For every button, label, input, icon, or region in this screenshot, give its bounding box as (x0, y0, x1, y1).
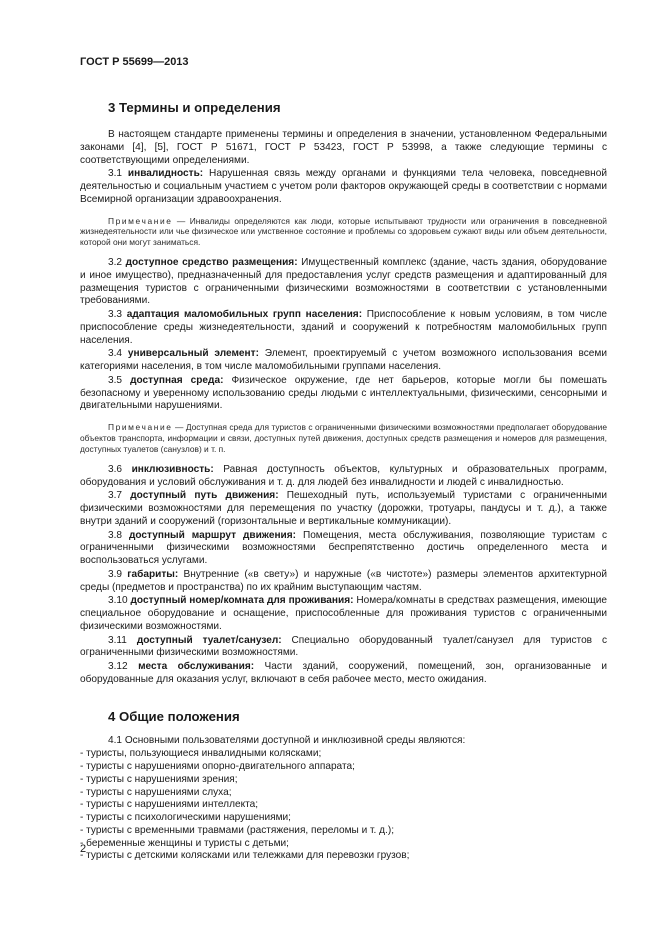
section-4-intro: 4.1 Основными пользователями доступной и инклюзивной среды являются: (108, 734, 466, 746)
users-list (80, 748, 607, 863)
term-3-12: 3.12 места обслуживания: Части зданий, сооружений, помещений, зон, организованные и оборудованные для оказания услуг, включают в себя рабочее место, место ожидания. (80, 661, 607, 685)
term-3-3: 3.3 адаптация маломобильных групп населения: Приспособление к новым условиям, в том числе приспособление среды жизнедеятельности, зданий и сооружений к потребностям маломобильных групп населения. (80, 309, 607, 346)
list-item: - туристы, пользующиеся инвалидными колясками; (80, 748, 607, 761)
section-3-intro: В настоящем стандарте применены термины и определения в значении, установленном Федеральными законами [4], [5], ГОСТ Р 51671, ГОСТ Р 53423, ГОСТ Р 53998, а также следующие термины с соответствующими определениями. (80, 129, 607, 166)
section-4-title: 4 Общие положения (108, 708, 240, 724)
page-number: 2 (80, 843, 87, 855)
term-3-8: 3.8 доступный маршрут движения: Помещения, места обслуживания, позволяющие туристам с ограниченными физическими возможностями беспрепятственно достичь определенного места и воспользоваться услугами. (80, 529, 607, 567)
document-header: ГОСТ Р 55699—2013 (80, 56, 189, 68)
note-2: Примечание — Доступная среда для туристов с ограниченными физическими возможностями предполагает оборудование объектов транспорта, информации и связи, доступных путей движения, доступных средств размещения и номеров для размещения, доступных туалетов (санузлов) и т. п. (80, 422, 607, 455)
list-item: - туристы с нарушениями зрения; (80, 774, 607, 787)
term-3-2: 3.2 доступное средство размещения: Имущественный комплекс (здание, часть здания, оборудование и иное имущество), предназначенный для предоставления услуг средств размещения и адаптированный для размещения туристов с ограниченными физическими возможностями в соответствии с установленными требованиями. (80, 257, 607, 307)
list-item: - туристы с нарушениями опорно-двигательного аппарата; (80, 761, 607, 774)
note-1: Примечание — Инвалиды определяются как люди, которые испытывают трудности или ограничения в повседневной жизнедеятельности или чье физическое или умственное состояние и проблемы со здоровьем сужают виды или объем деятельности, которой они могут заниматься. (80, 215, 607, 248)
list-item: - туристы с детскими колясками или тележками для перевозки грузов; (80, 850, 607, 863)
list-item: - беременные женщины и туристы с детьми; (80, 838, 607, 851)
list-item: - туристы с психологическими нарушениями; (80, 812, 607, 825)
section-3-title: 3 Термины и определения (108, 100, 281, 115)
term-3-6: 3.6 инклюзивность: Равная доступность объектов, культурных и образовательных программ, оборудования и условий обслуживания и т. д. для людей без инвалидности и людей с инвалидностью. (80, 463, 608, 488)
term-3-1: 3.1 инвалидность: Нарушенная связь между органами и функциями тела человека, повседневной деятельностью и социальным участием с учетом роли факторов окружающей среды в соответствии с нормами Всемирной организации здравоохранения. (80, 168, 607, 205)
term-3-10: 3.10 доступный номер/комната для проживания: Номера/комнаты в средствах размещения, имеющие специальное оборудование и оснащение, приспособленные для проживания туристов с ограниченными физическими возможностями. (80, 595, 607, 632)
term-3-7: 3.7 доступный путь движения: Пешеходный путь, используемый туристами с ограниченными физическими возможностями для перемещения по участку (дорожки, тротуары, пандусы и т. д.), а также внутри зданий и сооружений (горизонтальные и вертикальные коммуникации). (80, 490, 607, 527)
list-item: - туристы с временными травмами (растяжения, переломы и т. д.); (80, 825, 607, 838)
term-3-11: 3.11 доступный туалет/санузел: Специально оборудованный туалет/санузел для туристов с ограниченными физическими возможностями. (80, 634, 608, 659)
list-item: - туристы с нарушениями слуха; (80, 787, 607, 800)
term-3-4: 3.4 универсальный элемент: Элемент, проектируемый с учетом возможного использования всеми категориями населения, в том числе маломобильными группами населения. (80, 348, 607, 373)
list-item: - туристы с нарушениями интеллекта; (80, 799, 607, 812)
term-3-5: 3.5 доступная среда: Физическое окружение, где нет барьеров, которые могли бы помешать безопасному и уверенному использованию среды людьми с интеллектуальными, физическими, сенсорными и двигательными нарушениями. (80, 374, 607, 412)
term-3-9: 3.9 габариты: Внутренние («в свету») и наружные («в чистоте») размеры элементов архитектурной среды (предметов и пространства) по их крайним выступающим частям. (80, 568, 607, 593)
